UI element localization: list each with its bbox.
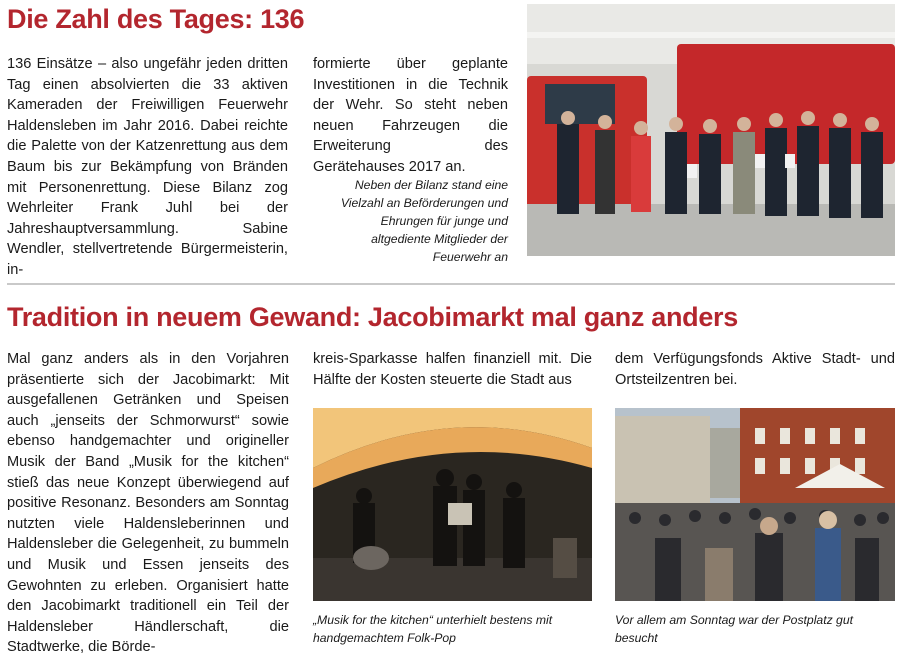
firefighters-group-photo [527, 4, 895, 256]
article2-column-1: Mal ganz anders als in den Vorjahren präsentierte sich der Jacobimarkt: Mit ausgefallenen Getränken und Speisen auch „jenseits der Schmorwurst“ sowie ebenso handgemachter und origineller Musik der Band „Musik for the kitchen“ stieß das neue Konzept überwiegend auf positive Resonanz. Besonders am Sonntag nutzten viele Haldensleberinnen und Haldensleber die Gelegenheit, zu bummeln und Musik und Essen jenseits des Gewohnten zu erleben. Organisiert hatte den Jacobimarkt traditionell ein Teil der Haldensleber Händlerschaft, die Stadtwerke, die Börde- [7, 351, 289, 656]
article2-column-2: kreis-Sparkasse halfen finanziell mit. Die Hälfte der Kosten steuerte die Stadt aus [313, 351, 592, 388]
article2-headline: Tradition in neuem Gewand: Jacobimarkt mal ganz anders [7, 302, 738, 332]
band-concert-photo [313, 408, 592, 601]
market-square-photo [615, 408, 895, 601]
article2-column-3: dem Verfügungsfonds Aktive Stadt- und Ortsteilzentren bei. [615, 351, 895, 388]
square-photo-caption: Vor allem am Sonntag war der Postplatz gut besucht [615, 613, 854, 645]
article1-headline: Die Zahl des Tages: 136 [7, 4, 305, 34]
band-photo-caption: „Musik for the kitchen“ unterhielt bestens mit handgemachtem Folk-Pop [313, 613, 553, 645]
article1-column-2: formierte über geplante Investitionen in die Technik der Wehr. So steht neben neuen Fahrzeugen die Erweiterung des Gerätehauses 2017 an. [313, 56, 508, 175]
article1-photo-caption: Neben der Bilanz stand eine Vielzahl an Beförderungen und Ehrungen für junge und altgediente Mitglieder der Feuerwehr an [340, 178, 508, 264]
section-divider [7, 283, 895, 285]
article1-column-1: 136 Einsätze – also ungefähr jeden dritten Tag einen absolvierten die 33 aktiven Kameraden der Freiwilligen Feuerwehr Haldensleben im Jahr 2016. Dabei reichte die Palette von der Katzenrettung aus dem Baum bis zur Bekämpfung von Bränden mit Personenrettung. Diese Bilanz zog Wehrleiter Frank Juhl bei der Jahreshauptversammlung. Sabine Wendler, stellvertretende Bürgermeisterin, in- [7, 56, 288, 278]
